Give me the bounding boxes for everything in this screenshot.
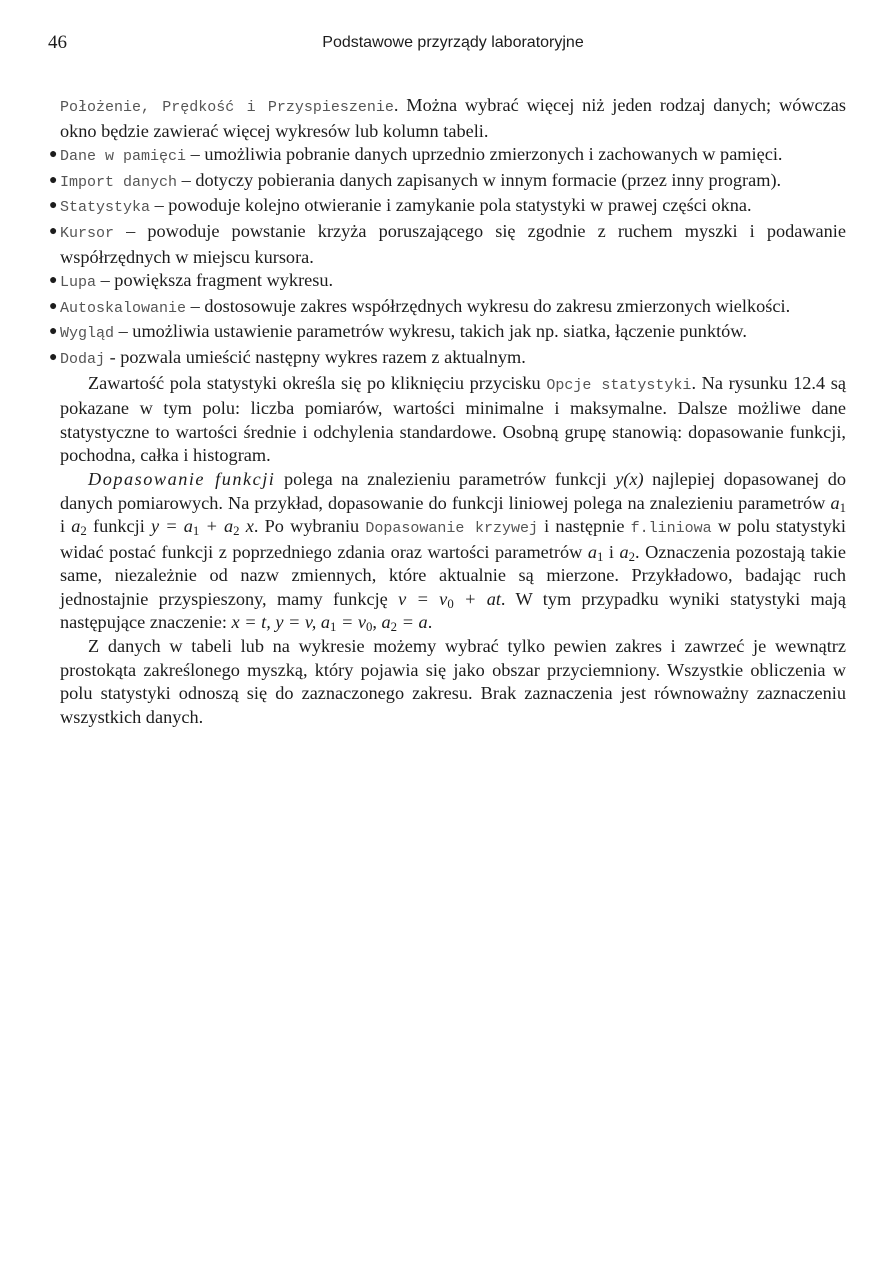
bullet-icon: ●: [49, 349, 58, 365]
list-item: [49, 194, 846, 220]
mono-term: Import danych: [60, 173, 178, 191]
math-subscript: 2: [628, 549, 636, 564]
stats-paragraph: [60, 372, 846, 468]
bullet-list: [49, 143, 846, 371]
mono-term: Dopasowanie krzywej: [365, 520, 538, 538]
running-title: Podstawowe przyrządy laboratoryjne: [322, 34, 584, 51]
math-subscript: 1: [839, 500, 846, 515]
paragraph-text: . Na rysunku 12.4 są pokazane w tym polu: liczba pomiarów, wartości minimalne i maksymalne. Dalsze możliwe dane statystyczne to wartości średnie i odchylenia standardowe. Osobną grupę stanowią: dopasowanie funkcji, pochodna, całka i histogram.: [60, 372, 846, 466]
math-subscript: 1: [192, 524, 200, 539]
bullet-icon: ●: [49, 324, 58, 340]
math-symbol: = a: [397, 612, 428, 633]
math-subscript: 2: [233, 524, 240, 539]
mono-term: Dodaj: [60, 350, 106, 368]
bullet-icon: ●: [49, 298, 58, 314]
math-symbol: + at: [453, 588, 501, 609]
paragraph-text: i następnie: [537, 516, 631, 537]
bullet-icon: ●: [49, 273, 58, 289]
intro-paragraph: [60, 94, 846, 143]
math-subscript: 0: [447, 597, 454, 612]
math-symbol: a: [587, 541, 597, 562]
paragraph-text: i: [603, 541, 620, 562]
item-text: – umożliwia ustawienie parametrów wykresu, takich jak np. siatka, łączenie punktów.: [114, 321, 747, 342]
mono-term: Lupa: [60, 274, 97, 292]
mono-term: Autoskalowanie: [60, 299, 187, 317]
mono-term: Opcje statystyki: [546, 376, 692, 394]
page-body: [49, 94, 847, 729]
math-symbol: a: [71, 516, 81, 537]
paragraph-text: w polu statystyki widać postać funkcji z poprzedniego zdania oraz wartości parametrów: [60, 516, 846, 562]
math-symbol: x = t, y = v,: [231, 612, 317, 633]
paragraph-text: .: [427, 612, 433, 633]
page-header: [48, 30, 846, 58]
math-symbol: a: [619, 541, 629, 562]
fit-paragraph: [60, 468, 846, 635]
list-item: [49, 320, 846, 346]
bullet-icon: ●: [49, 172, 58, 188]
item-text: – powiększa fragment wykresu.: [96, 270, 334, 291]
math-symbol: a: [381, 612, 391, 633]
math-symbol: v = v: [398, 588, 448, 609]
item-text: - pozwala umieścić następny wykres razem z aktualnym.: [105, 346, 526, 367]
paragraph-text: polega na znalezieniu parametrów funkcji: [275, 468, 616, 489]
mono-term: Kursor: [60, 224, 115, 242]
mono-term: Statystyka: [60, 199, 151, 217]
list-item: [49, 269, 846, 295]
math-subscript: 1: [329, 620, 337, 635]
mono-term: f.liniowa: [630, 520, 712, 538]
math-subscript: 1: [596, 549, 604, 564]
paragraph-text: Zawartość pola statystyki określa się po kliknięciu przycisku: [88, 372, 547, 393]
math-symbol: = v: [336, 612, 366, 633]
math-symbol: + a: [199, 516, 234, 537]
math-subscript: 0: [365, 620, 373, 635]
math-subscript: 2: [390, 620, 398, 635]
math-symbol: a: [320, 612, 330, 633]
paragraph-text: funkcji: [86, 516, 151, 537]
list-item: [49, 220, 846, 269]
emphasis-term: Dopasowanie funkcji: [88, 468, 276, 489]
page: [48, 30, 847, 729]
mono-term: Położenie, Prędkość i Przyspieszenie: [60, 99, 394, 116]
item-text: – powoduje powstanie krzyża poruszającego się zgodnie z ruchem myszki i podawanie współrzędnych w miejscu kursora.: [60, 220, 846, 267]
paragraph-text: . Po wybraniu: [253, 516, 366, 537]
math-symbol: a: [830, 492, 840, 513]
mono-term: Dane w pamięci: [60, 148, 187, 166]
bullet-icon: ●: [49, 198, 58, 214]
page-number: 46: [48, 32, 67, 53]
item-text: – umożliwia pobranie danych uprzednio zmierzonych i zachowanych w pamięci.: [186, 144, 783, 165]
paragraph-text: najlepiej dopasowanej do danych pomiarowych. Na przykład, dopasowanie do funkcji liniowej polega na znalezieniu parametrów: [60, 468, 847, 513]
item-text: – dostosowuje zakres współrzędnych wykresu do zakresu zmierzonych wielkości.: [186, 295, 791, 316]
paragraph-text: . Można wybrać więcej niż jeden rodzaj danych; wówczas okno będzie zawierać więcej wykresów lub kolumn tabeli.: [60, 95, 846, 141]
paragraph-text: ,: [372, 612, 382, 633]
paragraph-text: . W tym przypadku wyniki statystyki mają następujące znaczenie:: [60, 588, 846, 633]
math-symbol: y = a: [150, 516, 193, 537]
mono-term: Wygląd: [60, 325, 115, 343]
bullet-icon: ●: [49, 147, 58, 163]
list-item: [49, 346, 846, 372]
list-item: [49, 295, 846, 321]
range-paragraph: Z danych w tabeli lub na wykresie możemy wybrać tylko pewien zakres i zawrzeć je wewnątrz prostokąta zakreślonego myszką, który pojawia się jako obszar przyciemniony. Wszystkie obliczenia w polu statystyki odnoszą się do zaznaczonego zakresu. Brak zaznaczenia jest równoważny zaznaczeniu wszystkich danych.: [60, 636, 846, 727]
list-item: [49, 143, 846, 169]
math-subscript: 2: [80, 524, 87, 539]
list-item: [49, 169, 846, 195]
item-text: – powoduje kolejno otwieranie i zamykanie pola statystyki w prawej części okna.: [150, 195, 752, 216]
paragraph-text: . Oznaczenia pozostają takie same, niezależnie od nazw zmiennych, które aktualnie są mierzone. Przykładowo, badając ruch jednostajnie przyspieszony, mamy funkcję: [60, 541, 846, 609]
paragraph-text: i: [60, 516, 72, 537]
item-text: – dotyczy pobierania danych zapisanych w innym formacie (przez inny program).: [177, 169, 782, 190]
bullet-icon: ●: [49, 223, 58, 239]
math-symbol: x: [239, 516, 254, 537]
math-symbol: y(x): [615, 468, 644, 489]
